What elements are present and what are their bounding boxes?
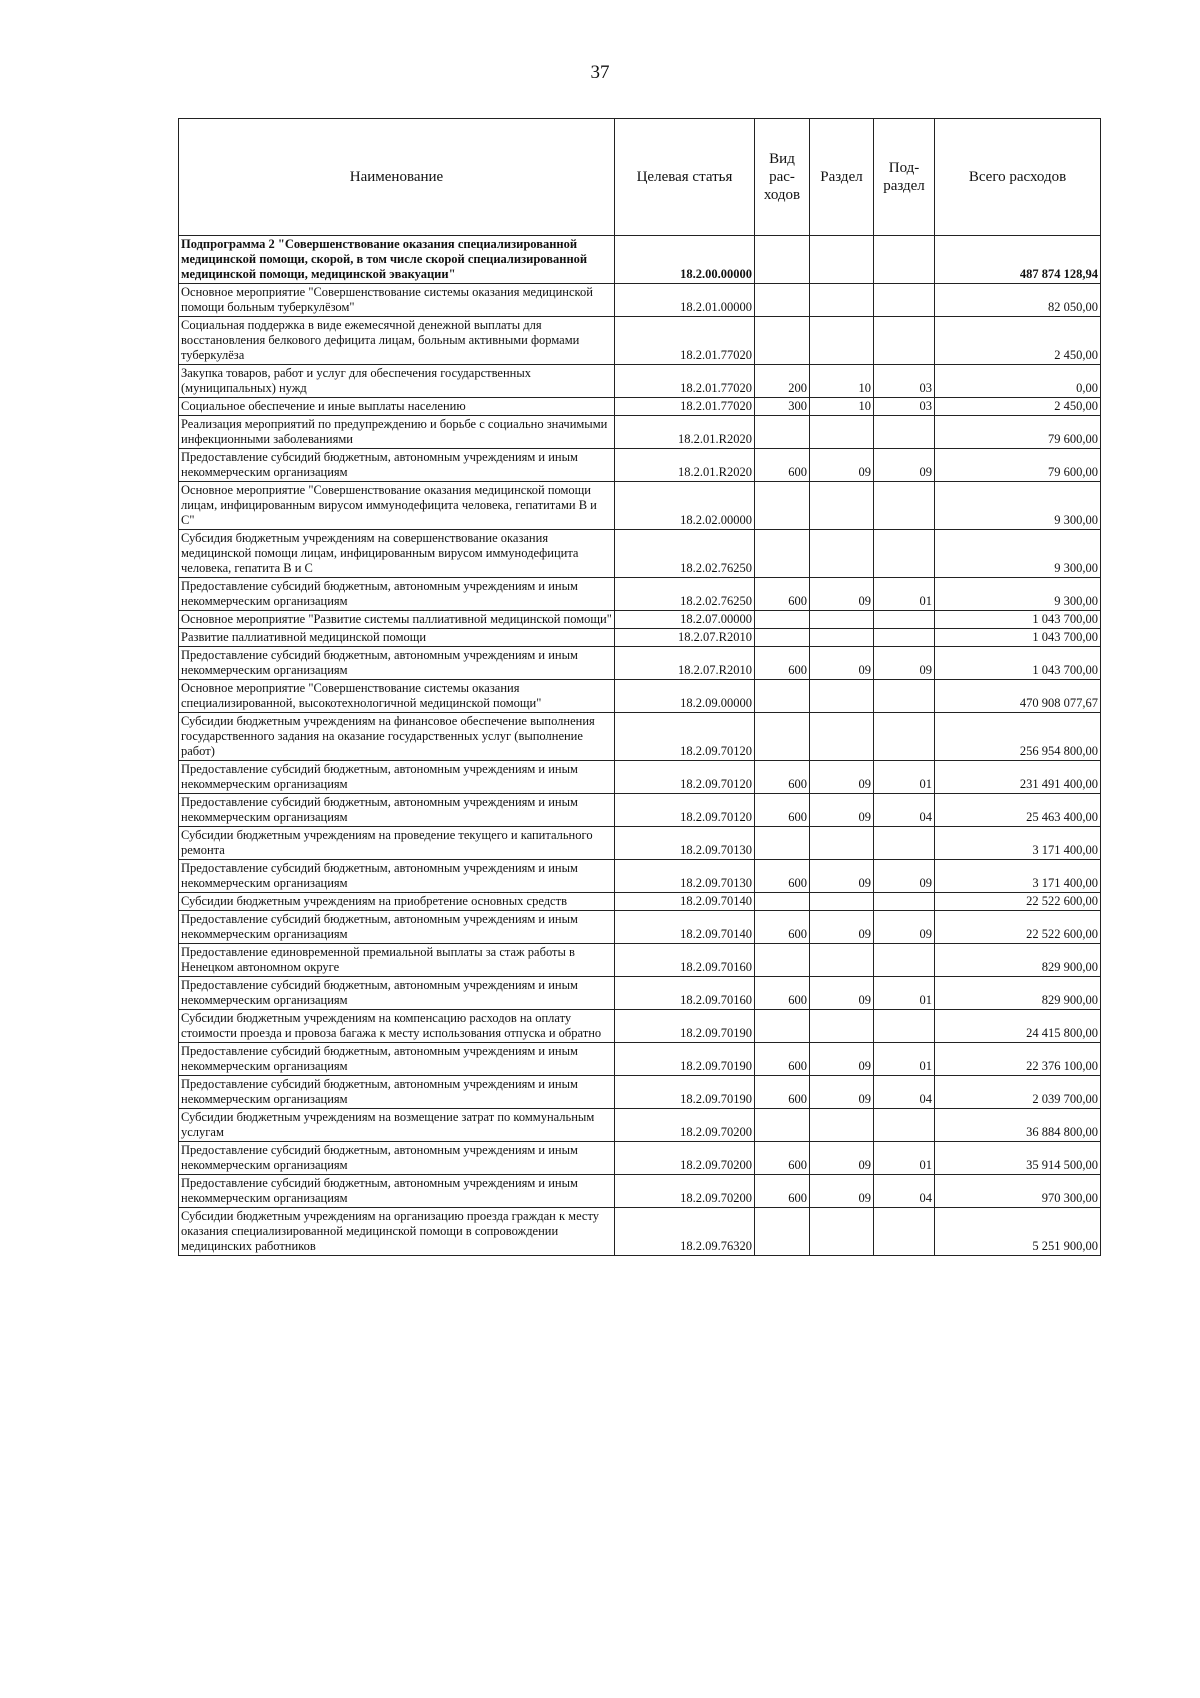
row-razdel: 09 — [810, 1076, 874, 1109]
row-name: Предоставление субсидий бюджетным, автономным учреждениям и иным некоммерческим организациям — [179, 1076, 615, 1109]
row-code: 18.2.09.70120 — [615, 761, 755, 794]
row-code: 18.2.07.00000 — [615, 611, 755, 629]
row-vid: 600 — [755, 578, 810, 611]
row-vid — [755, 1010, 810, 1043]
header-name: Наименование — [179, 119, 615, 236]
row-total: 79 600,00 — [935, 449, 1101, 482]
row-name: Субсидии бюджетным учреждениям на проведение текущего и капитального ремонта — [179, 827, 615, 860]
row-podrazdel: 04 — [874, 794, 935, 827]
header-podrazdel: Под- раздел — [874, 119, 935, 236]
row-podrazdel — [874, 236, 935, 284]
row-name: Предоставление субсидий бюджетным, автономным учреждениям и иным некоммерческим организациям — [179, 578, 615, 611]
table-row — [179, 1043, 1101, 1076]
row-name: Субсидия бюджетным учреждениям на совершенствование оказания медицинской помощи лицам, инфицированным вирусом иммунодефицита человека, гепатита В и С — [179, 530, 615, 578]
row-vid — [755, 893, 810, 911]
row-vid — [755, 416, 810, 449]
row-name: Основное мероприятие "Развитие системы паллиативной медицинской помощи" — [179, 611, 615, 629]
row-name: Предоставление субсидий бюджетным, автономным учреждениям и иным некоммерческим организациям — [179, 977, 615, 1010]
row-razdel: 09 — [810, 860, 874, 893]
row-vid — [755, 680, 810, 713]
row-total: 35 914 500,00 — [935, 1142, 1101, 1175]
row-podrazdel — [874, 284, 935, 317]
row-total: 24 415 800,00 — [935, 1010, 1101, 1043]
row-razdel: 09 — [810, 647, 874, 680]
header-razdel: Раздел — [810, 119, 874, 236]
row-total: 2 450,00 — [935, 317, 1101, 365]
row-vid — [755, 1208, 810, 1256]
row-name: Основное мероприятие "Совершенствование системы оказания медицинской помощи больным туберкулёзом" — [179, 284, 615, 317]
row-vid: 600 — [755, 449, 810, 482]
row-podrazdel — [874, 1109, 935, 1142]
row-name: Субсидии бюджетным учреждениям на организацию проезда граждан к месту оказания специализированной медицинской помощи в сопровождении медицинских работников — [179, 1208, 615, 1256]
row-vid: 600 — [755, 911, 810, 944]
row-razdel: 09 — [810, 911, 874, 944]
row-vid — [755, 236, 810, 284]
header-total: Всего расходов — [935, 119, 1101, 236]
row-code: 18.2.01.77020 — [615, 365, 755, 398]
row-podrazdel: 09 — [874, 911, 935, 944]
row-code: 18.2.09.70120 — [615, 794, 755, 827]
row-code: 18.2.01.00000 — [615, 284, 755, 317]
row-vid — [755, 944, 810, 977]
row-razdel: 09 — [810, 449, 874, 482]
row-name: Предоставление субсидий бюджетным, автономным учреждениям и иным некоммерческим организациям — [179, 911, 615, 944]
row-razdel: 09 — [810, 761, 874, 794]
row-total: 9 300,00 — [935, 482, 1101, 530]
row-total: 1 043 700,00 — [935, 647, 1101, 680]
row-podrazdel — [874, 680, 935, 713]
row-podrazdel: 09 — [874, 449, 935, 482]
row-razdel — [810, 680, 874, 713]
row-name: Субсидии бюджетным учреждениям на возмещение затрат по коммунальным услугам — [179, 1109, 615, 1142]
row-total: 22 522 600,00 — [935, 893, 1101, 911]
budget-table — [178, 118, 1101, 1256]
row-vid: 300 — [755, 398, 810, 416]
row-total: 9 300,00 — [935, 578, 1101, 611]
row-total: 256 954 800,00 — [935, 713, 1101, 761]
row-vid: 600 — [755, 761, 810, 794]
row-name: Реализация мероприятий по предупреждению и борьбе с социально значимыми инфекционными заболеваниями — [179, 416, 615, 449]
row-code: 18.2.07.R2010 — [615, 647, 755, 680]
row-vid: 600 — [755, 1076, 810, 1109]
table-row — [179, 317, 1101, 365]
row-total: 1 043 700,00 — [935, 611, 1101, 629]
row-name: Предоставление единовременной премиальной выплаты за стаж работы в Ненецком автономном округе — [179, 944, 615, 977]
row-code: 18.2.02.76250 — [615, 530, 755, 578]
row-razdel — [810, 530, 874, 578]
row-podrazdel — [874, 482, 935, 530]
row-podrazdel — [874, 713, 935, 761]
table-row — [179, 365, 1101, 398]
row-total: 829 900,00 — [935, 944, 1101, 977]
row-podrazdel — [874, 317, 935, 365]
table-row — [179, 713, 1101, 761]
row-total: 470 908 077,67 — [935, 680, 1101, 713]
table-row — [179, 794, 1101, 827]
row-name: Предоставление субсидий бюджетным, автономным учреждениям и иным некоммерческим организациям — [179, 794, 615, 827]
row-code: 18.2.09.70140 — [615, 911, 755, 944]
table-row — [179, 578, 1101, 611]
table-row — [179, 1010, 1101, 1043]
row-vid — [755, 611, 810, 629]
row-name: Социальная поддержка в виде ежемесячной денежной выплаты для восстановления белкового дефицита лицам, больным активными формами туберкулёза — [179, 317, 615, 365]
row-code: 18.2.02.00000 — [615, 482, 755, 530]
row-razdel: 10 — [810, 398, 874, 416]
row-podrazdel: 09 — [874, 860, 935, 893]
row-total: 25 463 400,00 — [935, 794, 1101, 827]
table-row — [179, 911, 1101, 944]
row-code: 18.2.09.70200 — [615, 1175, 755, 1208]
row-total: 829 900,00 — [935, 977, 1101, 1010]
row-total: 3 171 400,00 — [935, 827, 1101, 860]
row-razdel — [810, 284, 874, 317]
row-name: Субсидии бюджетным учреждениям на компенсацию расходов на оплату стоимости проезда и провоза багажа к месту использования отпуска и обратно — [179, 1010, 615, 1043]
row-razdel: 09 — [810, 578, 874, 611]
row-podrazdel — [874, 611, 935, 629]
row-vid — [755, 827, 810, 860]
row-code: 18.2.09.76320 — [615, 1208, 755, 1256]
row-vid — [755, 284, 810, 317]
row-vid: 600 — [755, 977, 810, 1010]
table-row — [179, 860, 1101, 893]
row-podrazdel: 09 — [874, 647, 935, 680]
row-total: 82 050,00 — [935, 284, 1101, 317]
row-code: 18.2.01.77020 — [615, 317, 755, 365]
row-total: 79 600,00 — [935, 416, 1101, 449]
row-total: 487 874 128,94 — [935, 236, 1101, 284]
row-vid: 600 — [755, 860, 810, 893]
row-podrazdel: 03 — [874, 365, 935, 398]
row-razdel — [810, 1010, 874, 1043]
row-razdel — [810, 1109, 874, 1142]
row-razdel: 09 — [810, 794, 874, 827]
row-code: 18.2.09.70200 — [615, 1142, 755, 1175]
row-podrazdel: 01 — [874, 578, 935, 611]
table-row — [179, 629, 1101, 647]
row-podrazdel — [874, 944, 935, 977]
table-row — [179, 482, 1101, 530]
table-row — [179, 416, 1101, 449]
row-vid — [755, 629, 810, 647]
row-code: 18.2.01.R2020 — [615, 449, 755, 482]
table-row — [179, 1175, 1101, 1208]
row-podrazdel: 04 — [874, 1175, 935, 1208]
table-row — [179, 398, 1101, 416]
row-name: Социальное обеспечение и иные выплаты населению — [179, 398, 615, 416]
row-podrazdel — [874, 1010, 935, 1043]
row-vid: 600 — [755, 1142, 810, 1175]
row-razdel: 09 — [810, 977, 874, 1010]
row-razdel — [810, 482, 874, 530]
row-razdel: 10 — [810, 365, 874, 398]
header-vid: Вид рас- ходов — [755, 119, 810, 236]
row-razdel — [810, 893, 874, 911]
row-vid — [755, 1109, 810, 1142]
row-name: Подпрограмма 2 "Совершенствование оказания специализированной медицинской помощи, скорой, в том числе скорой специализированной медицинской помощи, медицинской эвакуации" — [179, 236, 615, 284]
table-row — [179, 611, 1101, 629]
row-code: 18.2.01.77020 — [615, 398, 755, 416]
row-code: 18.2.09.70130 — [615, 860, 755, 893]
table-row — [179, 977, 1101, 1010]
table-header-row — [179, 119, 1101, 236]
table-row — [179, 893, 1101, 911]
row-total: 2 450,00 — [935, 398, 1101, 416]
row-code: 18.2.09.70190 — [615, 1043, 755, 1076]
row-code: 18.2.07.R2010 — [615, 629, 755, 647]
row-code: 18.2.09.70130 — [615, 827, 755, 860]
table-row — [179, 284, 1101, 317]
row-total: 5 251 900,00 — [935, 1208, 1101, 1256]
row-podrazdel — [874, 893, 935, 911]
row-code: 18.2.01.R2020 — [615, 416, 755, 449]
row-name: Предоставление субсидий бюджетным, автономным учреждениям и иным некоммерческим организациям — [179, 761, 615, 794]
row-podrazdel: 01 — [874, 977, 935, 1010]
row-vid — [755, 482, 810, 530]
header-code: Целевая статья — [615, 119, 755, 236]
row-vid — [755, 317, 810, 365]
row-name: Предоставление субсидий бюджетным, автономным учреждениям и иным некоммерческим организациям — [179, 449, 615, 482]
row-code: 18.2.09.70140 — [615, 893, 755, 911]
row-vid — [755, 713, 810, 761]
row-vid: 600 — [755, 647, 810, 680]
table-row — [179, 827, 1101, 860]
row-razdel — [810, 317, 874, 365]
row-name: Предоставление субсидий бюджетным, автономным учреждениям и иным некоммерческим организациям — [179, 1043, 615, 1076]
row-total: 9 300,00 — [935, 530, 1101, 578]
table-row — [179, 449, 1101, 482]
row-vid: 600 — [755, 1043, 810, 1076]
row-code: 18.2.02.76250 — [615, 578, 755, 611]
row-total: 970 300,00 — [935, 1175, 1101, 1208]
row-name: Основное мероприятие "Совершенствование оказания медицинской помощи лицам, инфицированным вирусом иммунодефицита человека, гепатитами В и С" — [179, 482, 615, 530]
row-razdel — [810, 1208, 874, 1256]
table-row — [179, 236, 1101, 284]
row-code: 18.2.09.70160 — [615, 977, 755, 1010]
row-name: Закупка товаров, работ и услуг для обеспечения государственных (муниципальных) нужд — [179, 365, 615, 398]
row-name: Субсидии бюджетным учреждениям на приобретение основных средств — [179, 893, 615, 911]
row-code: 18.2.09.70190 — [615, 1010, 755, 1043]
row-razdel — [810, 827, 874, 860]
row-podrazdel: 03 — [874, 398, 935, 416]
table-row — [179, 1142, 1101, 1175]
row-razdel — [810, 611, 874, 629]
row-razdel — [810, 416, 874, 449]
row-name: Предоставление субсидий бюджетным, автономным учреждениям и иным некоммерческим организациям — [179, 647, 615, 680]
row-vid — [755, 530, 810, 578]
row-total: 2 039 700,00 — [935, 1076, 1101, 1109]
row-code: 18.2.09.70200 — [615, 1109, 755, 1142]
table-row — [179, 530, 1101, 578]
row-razdel: 09 — [810, 1043, 874, 1076]
row-razdel: 09 — [810, 1142, 874, 1175]
row-name: Предоставление субсидий бюджетным, автономным учреждениям и иным некоммерческим организациям — [179, 1142, 615, 1175]
row-code: 18.2.09.70190 — [615, 1076, 755, 1109]
row-razdel — [810, 944, 874, 977]
row-podrazdel: 01 — [874, 1043, 935, 1076]
row-total: 22 376 100,00 — [935, 1043, 1101, 1076]
row-razdel — [810, 713, 874, 761]
row-podrazdel — [874, 1208, 935, 1256]
row-name: Предоставление субсидий бюджетным, автономным учреждениям и иным некоммерческим организациям — [179, 860, 615, 893]
row-total: 231 491 400,00 — [935, 761, 1101, 794]
row-code: 18.2.09.70160 — [615, 944, 755, 977]
table-row — [179, 647, 1101, 680]
table-row — [179, 761, 1101, 794]
row-razdel — [810, 236, 874, 284]
row-name: Предоставление субсидий бюджетным, автономным учреждениям и иным некоммерческим организациям — [179, 1175, 615, 1208]
page-number: 37 — [590, 62, 610, 83]
row-total: 36 884 800,00 — [935, 1109, 1101, 1142]
row-podrazdel — [874, 530, 935, 578]
row-podrazdel — [874, 416, 935, 449]
row-razdel: 09 — [810, 1175, 874, 1208]
table-row — [179, 944, 1101, 977]
row-code: 18.2.09.70120 — [615, 713, 755, 761]
row-total: 22 522 600,00 — [935, 911, 1101, 944]
row-code: 18.2.09.00000 — [615, 680, 755, 713]
row-podrazdel: 01 — [874, 1142, 935, 1175]
row-podrazdel: 01 — [874, 761, 935, 794]
row-name: Субсидии бюджетным учреждениям на финансовое обеспечение выполнения государственного задания на оказание государственных услуг (выполнение работ) — [179, 713, 615, 761]
row-name: Развитие паллиативной медицинской помощи — [179, 629, 615, 647]
table-row — [179, 680, 1101, 713]
row-podrazdel — [874, 827, 935, 860]
row-podrazdel — [874, 629, 935, 647]
row-vid: 600 — [755, 794, 810, 827]
row-razdel — [810, 629, 874, 647]
row-vid: 600 — [755, 1175, 810, 1208]
row-vid: 200 — [755, 365, 810, 398]
row-code: 18.2.00.00000 — [615, 236, 755, 284]
row-podrazdel: 04 — [874, 1076, 935, 1109]
row-total: 0,00 — [935, 365, 1101, 398]
table-row — [179, 1109, 1101, 1142]
row-total: 3 171 400,00 — [935, 860, 1101, 893]
row-name: Основное мероприятие "Совершенствование системы оказания специализированной, высокотехнологичной медицинской помощи" — [179, 680, 615, 713]
table-row — [179, 1076, 1101, 1109]
table-row — [179, 1208, 1101, 1256]
row-total: 1 043 700,00 — [935, 629, 1101, 647]
